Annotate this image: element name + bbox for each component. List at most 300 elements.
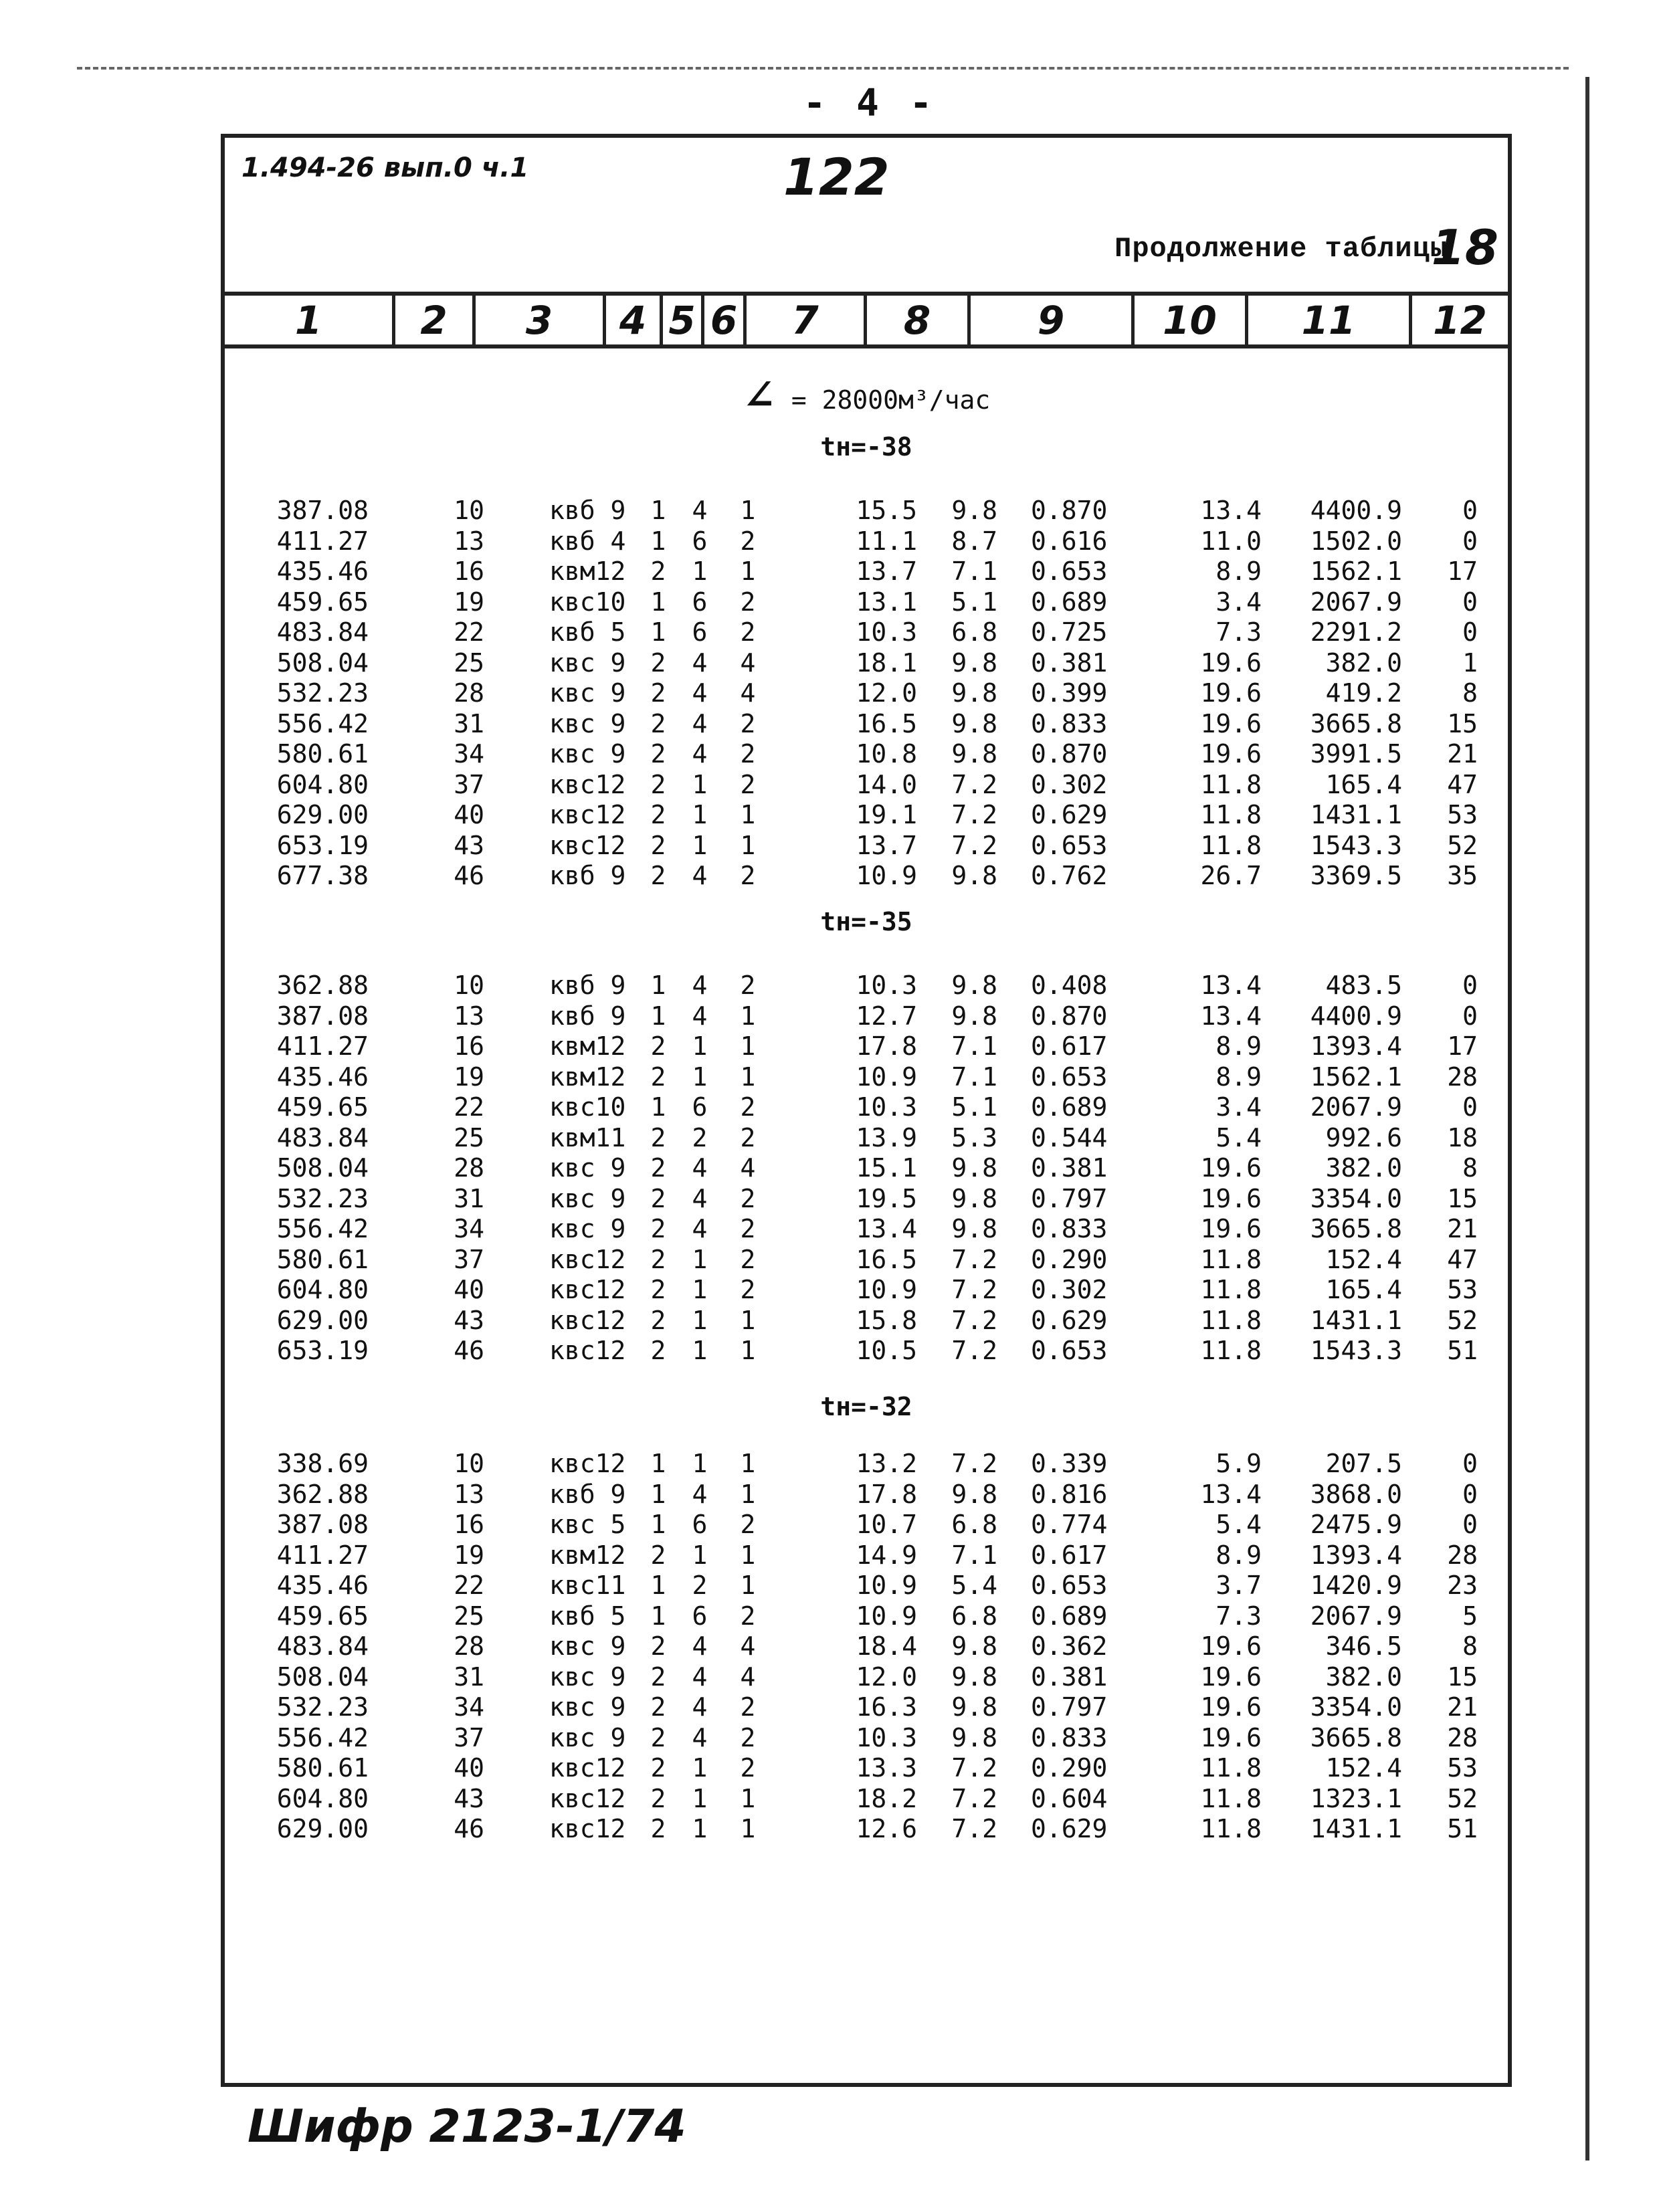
cell-col-2: 19 (454, 587, 484, 617)
table-row (225, 1571, 1508, 1601)
cell-col-7: 12.0 (856, 678, 917, 708)
cell-col-1: 435.46 (276, 557, 369, 586)
cell-col-2: 46 (454, 1814, 484, 1843)
cell-col-7: 10.3 (856, 971, 917, 1000)
table-row (225, 1306, 1508, 1336)
cell-col-10: 11.8 (1200, 1783, 1262, 1813)
cell-col-1: 483.84 (276, 617, 369, 647)
cell-col-12: 0 (1462, 1001, 1478, 1031)
cell-col-2: 34 (454, 1214, 484, 1243)
cell-col-6: 1 (740, 1001, 756, 1031)
cell-col-6: 2 (740, 861, 756, 890)
cell-col-1: 459.65 (276, 1601, 369, 1631)
cell-col-11: 1431.1 (1310, 1305, 1402, 1335)
cell-col-12: 35 (1447, 861, 1478, 890)
cell-col-3: квс12 (549, 1275, 626, 1304)
table-row (225, 1631, 1508, 1662)
cell-col-9: 0.616 (1031, 526, 1108, 556)
cell-col-7: 10.9 (856, 1601, 917, 1631)
cell-col-11: 2067.9 (1310, 1092, 1402, 1122)
cell-col-3: квс10 (549, 587, 626, 617)
cell-col-4: 2 (650, 1122, 666, 1152)
cell-col-12: 5 (1462, 1601, 1478, 1631)
cell-col-8: 9.8 (951, 861, 997, 890)
cell-col-6: 1 (740, 496, 756, 525)
cell-col-2: 37 (454, 769, 484, 799)
cell-col-1: 483.84 (276, 1631, 369, 1661)
cell-col-8: 9.8 (951, 1722, 997, 1752)
cell-col-7: 11.1 (856, 526, 917, 556)
cell-col-6: 2 (740, 617, 756, 647)
cell-col-5: 1 (692, 1540, 708, 1570)
cell-col-10: 8.9 (1215, 557, 1262, 586)
cell-col-2: 31 (454, 1183, 484, 1213)
cell-col-7: 14.0 (856, 769, 917, 799)
cell-col-2: 37 (454, 1244, 484, 1274)
cell-col-8: 7.2 (951, 1244, 997, 1274)
cell-col-11: 992.6 (1325, 1122, 1402, 1152)
cell-col-3: квб 9 (549, 1001, 626, 1031)
cell-col-8: 9.8 (951, 739, 997, 769)
cell-col-4: 2 (650, 1214, 666, 1243)
cell-col-6: 4 (740, 1631, 756, 1661)
table-row (225, 739, 1508, 770)
cell-col-6: 2 (740, 769, 756, 799)
cell-col-4: 2 (650, 1540, 666, 1570)
cell-col-8: 7.2 (951, 1449, 997, 1478)
cell-col-2: 13 (454, 1001, 484, 1031)
cell-col-5: 4 (692, 708, 708, 738)
cell-col-11: 382.0 (1325, 1153, 1402, 1183)
table-row (225, 1723, 1508, 1754)
cell-col-8: 9.8 (951, 496, 997, 525)
cell-col-11: 165.4 (1325, 769, 1402, 799)
cell-col-12: 17 (1447, 1031, 1478, 1061)
cell-col-12: 0 (1462, 1479, 1478, 1509)
cell-col-6: 1 (740, 1783, 756, 1813)
cell-col-11: 1393.4 (1310, 1031, 1402, 1061)
table-row (225, 1449, 1508, 1480)
table-row (225, 1480, 1508, 1510)
table-row (225, 861, 1508, 892)
column-header-3: 3 (472, 296, 603, 344)
cell-col-9: 0.653 (1031, 557, 1108, 586)
cell-col-11: 4400.9 (1310, 496, 1402, 525)
cell-col-2: 13 (454, 526, 484, 556)
cell-col-2: 31 (454, 1662, 484, 1692)
cell-col-8: 9.8 (951, 647, 997, 678)
cell-col-9: 0.381 (1031, 1153, 1108, 1183)
cell-col-3: квм12 (549, 1031, 626, 1061)
cell-col-3: квб 9 (549, 971, 626, 1000)
cell-col-10: 3.4 (1215, 587, 1262, 617)
cell-col-1: 362.88 (276, 971, 369, 1000)
cell-col-5: 2 (692, 1571, 708, 1600)
cell-col-2: 16 (454, 1031, 484, 1061)
cell-col-6: 1 (740, 830, 756, 860)
cell-col-10: 5.4 (1215, 1122, 1262, 1152)
cell-col-4: 2 (650, 1336, 666, 1365)
cell-col-5: 1 (692, 1336, 708, 1365)
cell-col-10: 13.4 (1200, 496, 1262, 525)
cell-col-4: 1 (650, 1092, 666, 1122)
cell-col-1: 483.84 (276, 1122, 369, 1152)
cell-col-8: 9.8 (951, 1479, 997, 1509)
cell-col-10: 11.8 (1200, 1305, 1262, 1335)
column-header-6: 6 (701, 296, 743, 344)
cell-col-7: 18.2 (856, 1783, 917, 1813)
cell-col-3: квс12 (549, 800, 626, 829)
cell-col-11: 1543.3 (1310, 830, 1402, 860)
table-number: 18 (1431, 219, 1498, 276)
cell-col-9: 0.302 (1031, 1275, 1108, 1304)
cell-col-2: 34 (454, 1692, 484, 1722)
table-row (225, 648, 1508, 679)
cell-col-11: 1562.1 (1310, 557, 1402, 586)
table-row (225, 831, 1508, 862)
table-row (225, 1692, 1508, 1723)
cell-col-12: 52 (1447, 830, 1478, 860)
cell-col-5: 1 (692, 1753, 708, 1783)
cell-col-7: 18.1 (856, 647, 917, 678)
cell-col-5: 6 (692, 617, 708, 647)
section-rows (225, 496, 1508, 892)
cell-col-2: 13 (454, 1479, 484, 1509)
cell-col-10: 11.0 (1200, 526, 1262, 556)
column-header-10: 10 (1131, 296, 1245, 344)
cell-col-10: 19.6 (1200, 678, 1262, 708)
cell-col-3: квс12 (549, 1449, 626, 1478)
cell-col-1: 508.04 (276, 647, 369, 678)
cell-col-2: 10 (454, 1449, 484, 1478)
cell-col-3: квб 9 (549, 1479, 626, 1509)
cell-col-6: 1 (740, 557, 756, 586)
cell-col-9: 0.816 (1031, 1479, 1108, 1509)
cell-col-2: 28 (454, 678, 484, 708)
cell-col-12: 28 (1447, 1062, 1478, 1092)
cell-col-3: квс 9 (549, 678, 626, 708)
cell-col-9: 0.629 (1031, 1814, 1108, 1843)
cell-col-9: 0.689 (1031, 1601, 1108, 1631)
cell-col-2: 43 (454, 1305, 484, 1335)
cell-col-3: квс10 (549, 1092, 626, 1122)
cell-col-6: 2 (740, 1275, 756, 1304)
cell-col-12: 47 (1447, 1244, 1478, 1274)
cell-col-3: квб 5 (549, 617, 626, 647)
cell-col-6: 1 (740, 1540, 756, 1570)
cell-col-8: 7.2 (951, 800, 997, 829)
cell-col-3: квс 9 (549, 1214, 626, 1243)
cell-col-3: квс 9 (549, 1631, 626, 1661)
cell-col-7: 13.3 (856, 1753, 917, 1783)
cell-col-9: 0.833 (1031, 1722, 1108, 1752)
parameter-value: = 28000м³/час (791, 385, 991, 415)
right-margin-rule (1585, 77, 1589, 2160)
cell-col-2: 43 (454, 1783, 484, 1813)
cell-col-1: 387.08 (276, 1510, 369, 1539)
cell-col-1: 532.23 (276, 1183, 369, 1213)
cell-col-7: 16.3 (856, 1692, 917, 1722)
cell-col-1: 653.19 (276, 1336, 369, 1365)
cell-col-7: 10.9 (856, 1571, 917, 1600)
cell-col-11: 1323.1 (1310, 1783, 1402, 1813)
cell-col-6: 2 (740, 1722, 756, 1752)
table-row (225, 557, 1508, 587)
cell-col-3: квс11 (549, 1571, 626, 1600)
cell-col-3: квс12 (549, 1336, 626, 1365)
cell-col-11: 2067.9 (1310, 587, 1402, 617)
cell-col-12: 8 (1462, 678, 1478, 708)
cell-col-1: 387.08 (276, 496, 369, 525)
cell-col-11: 3354.0 (1310, 1183, 1402, 1213)
cell-col-2: 43 (454, 830, 484, 860)
cell-col-2: 28 (454, 1631, 484, 1661)
cell-col-11: 1420.9 (1310, 1571, 1402, 1600)
cell-col-11: 346.5 (1325, 1631, 1402, 1661)
cell-col-4: 2 (650, 830, 666, 860)
cell-col-9: 0.689 (1031, 587, 1108, 617)
cell-col-10: 11.8 (1200, 1275, 1262, 1304)
cell-col-12: 0 (1462, 587, 1478, 617)
cell-col-10: 7.3 (1215, 1601, 1262, 1631)
cell-col-1: 508.04 (276, 1662, 369, 1692)
cell-col-8: 6.8 (951, 617, 997, 647)
cell-col-5: 6 (692, 1510, 708, 1539)
cell-col-3: квб 9 (549, 861, 626, 890)
cell-col-1: 508.04 (276, 1153, 369, 1183)
cell-col-10: 8.9 (1215, 1031, 1262, 1061)
cell-col-7: 18.4 (856, 1631, 917, 1661)
cell-col-5: 2 (692, 1122, 708, 1152)
table-row (225, 678, 1508, 709)
cell-col-6: 2 (740, 1214, 756, 1243)
cell-col-5: 4 (692, 1722, 708, 1752)
cell-col-11: 152.4 (1325, 1244, 1402, 1274)
cell-col-2: 25 (454, 1601, 484, 1631)
cell-col-3: квс12 (549, 1305, 626, 1335)
cell-col-9: 0.833 (1031, 708, 1108, 738)
cell-col-3: квс 9 (549, 739, 626, 769)
cell-col-1: 604.80 (276, 1275, 369, 1304)
cell-col-1: 556.42 (276, 1722, 369, 1752)
cell-col-4: 2 (650, 1814, 666, 1843)
cell-col-11: 3665.8 (1310, 1722, 1402, 1752)
cell-col-10: 7.3 (1215, 617, 1262, 647)
continuation-label: Продолжение таблицы (1114, 233, 1448, 265)
cell-col-9: 0.725 (1031, 617, 1108, 647)
table-row (225, 971, 1508, 1001)
cell-col-3: квм12 (549, 1062, 626, 1092)
top-dashed-rule (77, 67, 1569, 70)
section-label: tн=-35 (820, 907, 912, 936)
cell-col-2: 16 (454, 557, 484, 586)
cell-col-10: 3.4 (1215, 1092, 1262, 1122)
cell-col-7: 10.8 (856, 739, 917, 769)
cell-col-7: 13.2 (856, 1449, 917, 1478)
cell-col-1: 677.38 (276, 861, 369, 890)
column-header-1: 1 (294, 297, 322, 343)
cell-col-10: 19.6 (1200, 1662, 1262, 1692)
cell-col-9: 0.290 (1031, 1244, 1108, 1274)
cell-col-2: 25 (454, 1122, 484, 1152)
cell-col-1: 580.61 (276, 739, 369, 769)
cell-col-7: 17.8 (856, 1031, 917, 1061)
cell-col-12: 17 (1447, 557, 1478, 586)
table-row (225, 1123, 1508, 1154)
cell-col-8: 6.8 (951, 1510, 997, 1539)
table-row (225, 800, 1508, 831)
cell-col-12: 15 (1447, 1662, 1478, 1692)
cell-col-8: 7.2 (951, 1753, 997, 1783)
cell-col-11: 419.2 (1325, 678, 1402, 708)
cell-col-10: 19.6 (1200, 1631, 1262, 1661)
cell-col-12: 28 (1447, 1540, 1478, 1570)
cell-col-8: 9.8 (951, 1692, 997, 1722)
cell-col-4: 2 (650, 800, 666, 829)
cell-col-3: квс12 (549, 1244, 626, 1274)
column-header-11: 11 (1245, 296, 1409, 344)
cell-col-10: 19.6 (1200, 708, 1262, 738)
cell-col-2: 28 (454, 1153, 484, 1183)
cell-col-7: 13.1 (856, 587, 917, 617)
cell-col-8: 7.2 (951, 1275, 997, 1304)
cell-col-5: 4 (692, 647, 708, 678)
column-header-9: 9 (967, 296, 1131, 344)
cell-col-7: 10.3 (856, 1092, 917, 1122)
cell-col-12: 0 (1462, 496, 1478, 525)
cell-col-5: 4 (692, 1662, 708, 1692)
cell-col-11: 1562.1 (1310, 1062, 1402, 1092)
cell-col-1: 435.46 (276, 1062, 369, 1092)
cell-col-1: 435.46 (276, 1571, 369, 1600)
cell-col-10: 11.8 (1200, 1753, 1262, 1783)
cell-col-9: 0.302 (1031, 769, 1108, 799)
cell-col-6: 1 (740, 1571, 756, 1600)
cell-col-2: 40 (454, 800, 484, 829)
cell-col-8: 7.1 (951, 1062, 997, 1092)
cell-col-4: 1 (650, 1001, 666, 1031)
cell-col-6: 2 (740, 739, 756, 769)
cell-col-5: 1 (692, 1305, 708, 1335)
cell-col-8: 7.2 (951, 1305, 997, 1335)
cell-col-8: 9.8 (951, 1001, 997, 1031)
cell-col-7: 13.4 (856, 1214, 917, 1243)
cell-col-11: 382.0 (1325, 1662, 1402, 1692)
cell-col-3: квс12 (549, 1814, 626, 1843)
cell-col-6: 1 (740, 1336, 756, 1365)
cell-col-4: 2 (650, 769, 666, 799)
cell-col-1: 532.23 (276, 678, 369, 708)
cell-col-10: 19.6 (1200, 1153, 1262, 1183)
cell-col-7: 13.7 (856, 557, 917, 586)
cell-col-10: 19.6 (1200, 647, 1262, 678)
cell-col-6: 2 (740, 1692, 756, 1722)
cell-col-5: 1 (692, 1244, 708, 1274)
cell-col-9: 0.870 (1031, 739, 1108, 769)
cell-col-8: 9.8 (951, 1153, 997, 1183)
cell-col-12: 53 (1447, 800, 1478, 829)
table-row (225, 1814, 1508, 1845)
cell-col-7: 12.7 (856, 1001, 917, 1031)
cell-col-7: 10.3 (856, 617, 917, 647)
cell-col-8: 5.1 (951, 1092, 997, 1122)
cell-col-5: 1 (692, 1062, 708, 1092)
cell-col-11: 152.4 (1325, 1753, 1402, 1783)
cell-col-3: квс12 (549, 769, 626, 799)
table-row (225, 1540, 1508, 1571)
cell-col-7: 10.3 (856, 1722, 917, 1752)
section-label: tн=-38 (820, 432, 912, 462)
cell-col-6: 2 (740, 1601, 756, 1631)
cell-col-11: 3354.0 (1310, 1692, 1402, 1722)
cell-col-12: 23 (1447, 1571, 1478, 1600)
cell-col-9: 0.362 (1031, 1631, 1108, 1661)
cell-col-11: 3665.8 (1310, 708, 1402, 738)
cell-col-5: 4 (692, 739, 708, 769)
cell-col-8: 7.1 (951, 1540, 997, 1570)
cell-col-4: 2 (650, 1662, 666, 1692)
cell-col-11: 1393.4 (1310, 1540, 1402, 1570)
cell-col-9: 0.653 (1031, 1336, 1108, 1365)
cell-col-6: 1 (740, 1814, 756, 1843)
cell-col-12: 21 (1447, 1214, 1478, 1243)
cell-col-4: 2 (650, 1244, 666, 1274)
cell-col-6: 2 (740, 1753, 756, 1783)
cell-col-3: квм12 (549, 1540, 626, 1570)
cell-col-8: 7.2 (951, 1336, 997, 1365)
cell-col-3: квс12 (549, 830, 626, 860)
cell-col-9: 0.604 (1031, 1783, 1108, 1813)
cell-col-1: 411.27 (276, 1031, 369, 1061)
cell-col-9: 0.870 (1031, 496, 1108, 525)
cell-col-1: 653.19 (276, 830, 369, 860)
table-row (225, 709, 1508, 740)
table-row (225, 1153, 1508, 1184)
cell-col-9: 0.290 (1031, 1753, 1108, 1783)
cipher-label: Шифр 2123-1/74 (248, 2100, 686, 2153)
cell-col-8: 9.8 (951, 1662, 997, 1692)
cell-col-10: 8.9 (1215, 1540, 1262, 1570)
cell-col-12: 0 (1462, 1510, 1478, 1539)
cell-col-1: 604.80 (276, 1783, 369, 1813)
cell-col-10: 26.7 (1200, 861, 1262, 890)
cell-col-3: квб 9 (549, 496, 626, 525)
cell-col-11: 4400.9 (1310, 1001, 1402, 1031)
cell-col-4: 2 (650, 1783, 666, 1813)
cell-col-11: 3868.0 (1310, 1479, 1402, 1509)
table-frame (221, 134, 1512, 2087)
cell-col-7: 15.8 (856, 1305, 917, 1335)
cell-col-8: 5.1 (951, 587, 997, 617)
column-header-2: 2 (392, 296, 472, 344)
column-header-5: 5 (660, 296, 701, 344)
cell-col-9: 0.544 (1031, 1122, 1108, 1152)
cell-col-3: квм12 (549, 557, 626, 586)
cell-col-3: квс 9 (549, 1692, 626, 1722)
cell-col-2: 22 (454, 1571, 484, 1600)
table-row (225, 1001, 1508, 1032)
cell-col-12: 0 (1462, 1449, 1478, 1478)
cell-col-11: 3991.5 (1310, 739, 1402, 769)
cell-col-2: 31 (454, 708, 484, 738)
cell-col-12: 1 (1462, 647, 1478, 678)
cell-col-1: 556.42 (276, 1214, 369, 1243)
cell-col-9: 0.617 (1031, 1540, 1108, 1570)
cell-col-10: 19.6 (1200, 1722, 1262, 1752)
cell-col-4: 1 (650, 1601, 666, 1631)
cell-col-2: 34 (454, 739, 484, 769)
cell-col-6: 4 (740, 1153, 756, 1183)
